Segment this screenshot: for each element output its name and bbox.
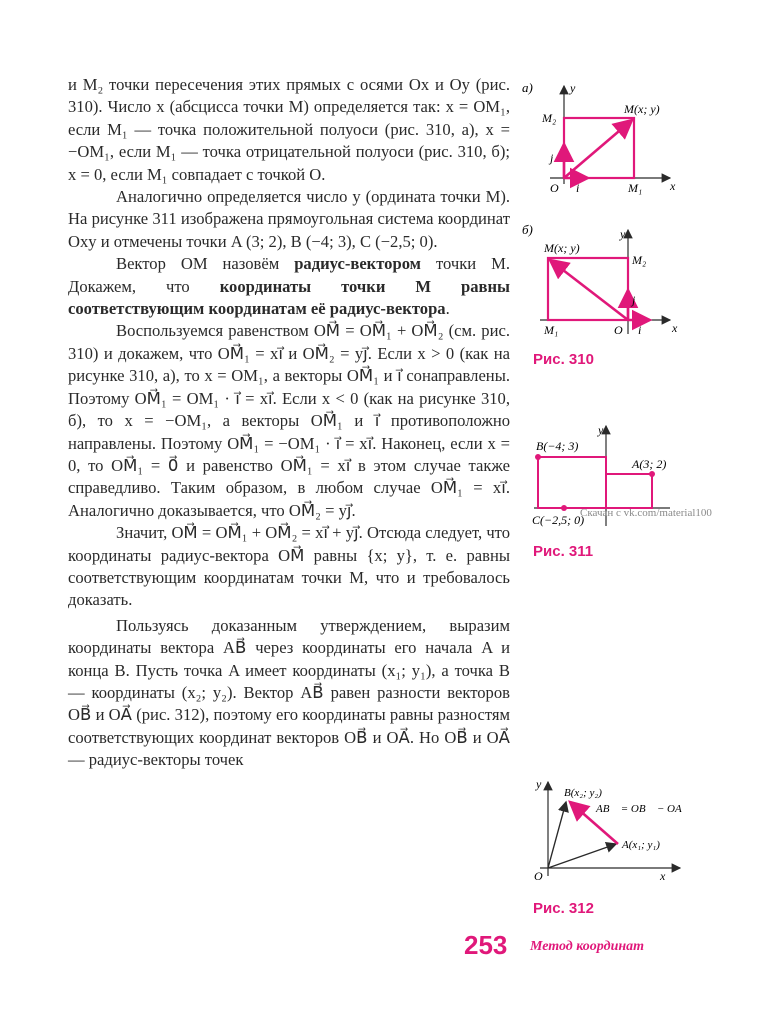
- svg-text:O: O: [550, 181, 559, 195]
- svg-text:y: y: [536, 777, 542, 791]
- svg-text:M₂: M₂: [632, 253, 647, 267]
- svg-text:B(−4; 3): B(−4; 3): [536, 439, 579, 453]
- svg-text:M(x; y): M(x; y): [544, 241, 580, 255]
- caption-fig311: Рис. 311: [533, 543, 594, 560]
- caption-fig312: Рис. 312: [533, 900, 594, 917]
- paragraph-6: Пользуясь доказанным утверждением, выразим координаты вектора AB⃗ через координаты его начала A и конца B. Пусть точка A имеет координаты (x₁; y₁), а точка B — координаты (x₂; y₂). Вектор AB⃗ равен разности векторов OB⃗ и OA⃗ (рис. 312), поэтому его координаты равны разностям соответствующих координат векторов OB⃗ и OA⃗. Но OB⃗ и OA⃗ — радиус-векторы точек: [68, 615, 510, 770]
- svg-text:AB⃗ = OB⃗ − OA⃗: AB⃗ = OB⃗ − OA⃗: [596, 803, 691, 815]
- body-text: [68, 74, 510, 772]
- figure-310b: [520, 222, 690, 342]
- term-radius-vector: радиус-вектором: [294, 254, 421, 274]
- svg-text:M₂: M₂: [542, 111, 557, 125]
- svg-text:x: x: [670, 179, 676, 193]
- paragraph-1: и M₂ точки пересечения этих прямых с осями Ox и Oy (рис. 310). Число x (абсцисса точки M) определяется так: x = OM₁, если M₁ — точка положительной полуоси (рис. 310, а), x = −OM₁, если M₁ — точка отрицательной полуоси (рис. 310, б); x = 0, если M₁ совпадает с точкой O.: [68, 75, 510, 184]
- svg-text:x: x: [672, 321, 678, 335]
- svg-text:C(−2,5; 0): C(−2,5; 0): [532, 513, 585, 527]
- svg-text:O: O: [534, 869, 543, 883]
- vector-OM: [564, 120, 632, 178]
- theorem-statement: координаты точки M равны соответствующим координатам её радиус-вектора: [68, 276, 510, 319]
- point-B: [535, 454, 541, 460]
- running-head: Метод координат: [530, 939, 645, 954]
- fig310a-label: а): [522, 80, 533, 95]
- paragraph-2: Аналогично определяется число y (ордината точки M). На рисунке 311 изображена прямоугольная система координат Oxy и отмечены точки A (3; 2), B (−4; 3), C (−2,5; 0).: [68, 187, 510, 251]
- svg-text:O: O: [614, 323, 623, 337]
- fig310b-label: б): [522, 222, 533, 237]
- caption-fig310: Рис. 310: [533, 351, 594, 368]
- figure-311: [520, 420, 770, 530]
- paragraph-4: Воспользуемся равенством OM⃗ = OM⃗₁ + OM⃗₂ (см. рис. 310) и докажем, что OM⃗₁ = xi⃗ и OM⃗₂ = yj⃗. Если x > 0 (как на рисунке 310, а), то x = OM₁, а векторы OM⃗₁ и i⃗ сонаправлены. Поэтому OM⃗₁ = OM₁ · i⃗ = xi⃗. Если x < 0 (как на рисунке 310, б), то x = −OM₁, а векторы OM⃗₁ и i⃗ противоположно направлены. Поэтому OM⃗₁ = −OM₁ · i⃗ = xi⃗. Наконец, если x = 0, то OM⃗₁ = 0⃗ и равенство OM⃗₁ = xi⃗ в этом случае также справедливо. Таким образом, в любом случае OM⃗₁ = xi⃗. Аналогично доказывается, что OM⃗₂ = yj⃗.: [68, 321, 510, 520]
- svg-text:j⃗: j⃗: [550, 151, 563, 165]
- paragraph-3: Вектор OM назовём радиус-вектором точки M. Докажем, что координаты точки M равны соответствующим координатам её радиус-вектора.: [68, 254, 510, 319]
- figure-312: [520, 776, 700, 888]
- vector-OA: [548, 844, 616, 868]
- svg-text:i⃗: i⃗: [576, 181, 589, 195]
- svg-text:M₁: M₁: [628, 181, 643, 195]
- svg-text:y: y: [620, 227, 626, 241]
- page-number: 253: [464, 930, 508, 960]
- figure-310a: [520, 78, 690, 198]
- svg-text:y: y: [570, 81, 576, 95]
- vector-OB: [548, 802, 566, 868]
- svg-text:x: x: [660, 869, 666, 883]
- vector-OM: [550, 260, 628, 320]
- svg-text:A(3; 2): A(3; 2): [632, 457, 667, 471]
- point-C: [561, 505, 567, 511]
- svg-text:j⃗: j⃗: [632, 293, 645, 307]
- svg-text:M(x; y): M(x; y): [624, 102, 660, 116]
- svg-text:A(x₁; y₁): A(x₁; y₁): [622, 839, 660, 851]
- point-A: [649, 471, 655, 477]
- svg-text:B(x₂; y₂): B(x₂; y₂): [564, 787, 602, 799]
- paragraph-5: Значит, OM⃗ = OM⃗₁ + OM⃗₂ = xi⃗ + yj⃗. Отсюда следует, что координаты радиус-вектора OM⃗ равны {x; y}, т. е. равны соответствующим координатам точки M, что и требовалось доказать.: [68, 523, 510, 610]
- watermark: Скачан с vk.com/material100: [580, 507, 712, 519]
- svg-text:M₁: M₁: [544, 323, 559, 337]
- svg-text:i⃗: i⃗: [638, 323, 651, 337]
- svg-text:y: y: [598, 423, 604, 437]
